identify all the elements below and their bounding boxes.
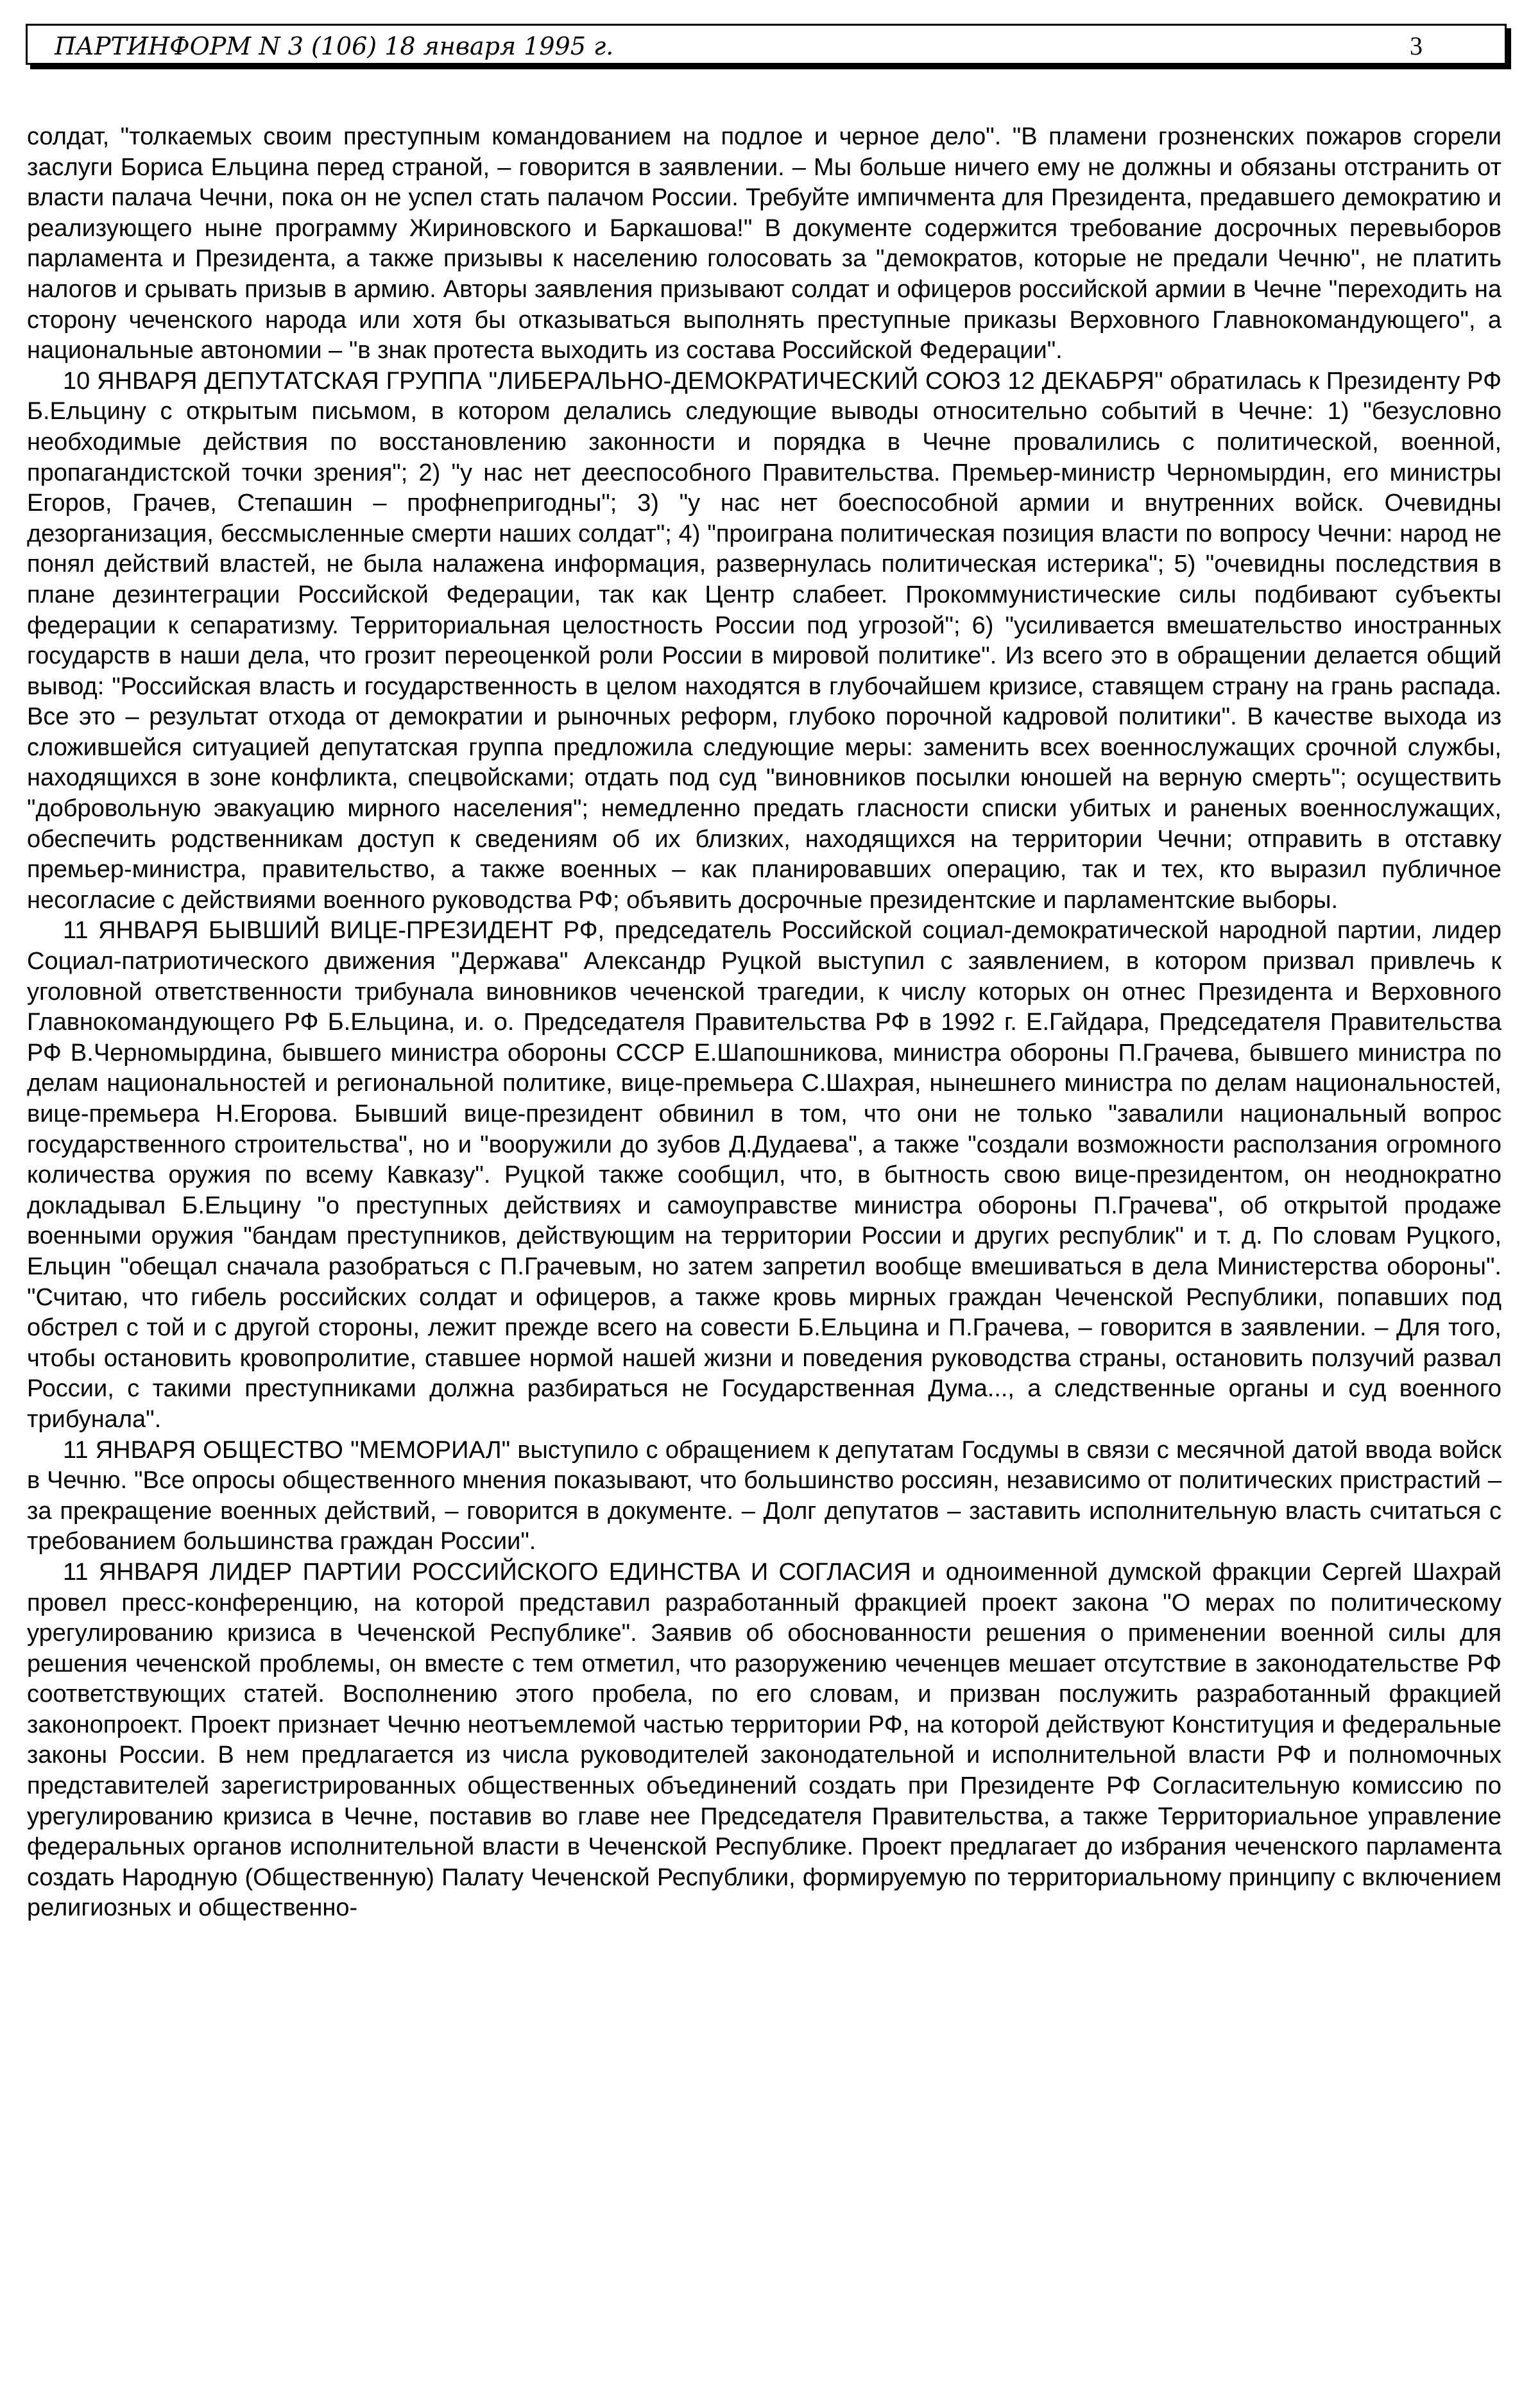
- paragraph-rutskoy-statement: 11 ЯНВАРЯ БЫВШИЙ ВИЦЕ-ПРЕЗИДЕНТ РФ, председатель Российской социал-демократической народной партии, лидер Социал-патриотического движения "Держава" Александр Руцкой выступил с заявлением, в котором призвал привлечь к уголовной ответственности трибунала виновников чеченской трагедии, к числу которых он отнес Президента и Верховного Главнокомандующего РФ Б.Ельцина, и. о. Председателя Правительства РФ в 1992 г. Е.Гайдара, Председателя Правительства РФ В.Черномырдина, бывшего министра обороны СССР Е.Шапошникова, министра обороны П.Грачева, бывшего министра по делам национальностей и региональной политике, вице-премьера С.Шахрая, нынешнего министра по делам национальностей, вице-премьера Н.Егорова. Бывший вице-президент обвинил в том, что они не только "завалили национальный вопрос государственного строительства", но и "вооружили до зубов Д.Дудаева", а также "создали возможности расползания огромного количества оружия по всему Кавказу". Руцкой также сообщил, что, в бытность свою вице-президентом, он неоднократно докладывал Б.Ельцину "о преступных действиях и самоуправстве министра обороны П.Грачева", об открытой продаже военными оружия "бандам преступников, действующим на территории России и других республик" и т. д. По словам Руцкого, Ельцин "обещал сначала разобраться с П.Грачевым, но затем запретил вообще вмешиваться в дела Министерства обороны". "Считаю, что гибель российских солдат и офицеров, а также кровь мирных граждан Чеченской Республики, попавших под обстрел с той и с другой стороны, лежит прежде всего на совести Б.Ельцина и П.Грачева, – говорится в заявлении. – Для того, чтобы остановить кровопролитие, ставшее нормой нашей жизни и поведения руководства страны, остановить ползучий развал России, с такими преступниками должна разбираться не Государственная Дума..., а следственные органы и суд военного трибунала".: [27, 917, 1502, 1433]
- paragraph-liberal-democratic-union: 10 ЯНВАРЯ ДЕПУТАТСКАЯ ГРУППА "ЛИБЕРАЛЬНО-ДЕМОКРАТИЧЕСКИЙ СОЮЗ 12 ДЕКАБРЯ" обратилась к Президенту РФ Б.Ельцину с открытым письмом, в котором делались следующие выводы относительно событий в Чечне: 1) "безусловно необходимые действия по восстановлению законности и порядка в Чечне провалились с политической, военной, пропагандистской точки зрения"; 2) "у нас нет дееспособного Правительства. Премьер-министр Черномырдин, его министры Егоров, Грачев, Степашин – профнепригодны"; 3) "у нас нет боеспособной армии и внутренних войск. Очевидны дезорганизация, бессмысленные смерти наших солдат"; 4) "проиграна политическая позиция власти по вопросу Чечни: народ не понял действий властей, не была налажена информация, развернулась политическая истерика"; 5) "очевидны последствия в плане дезинтеграции Российской Федерации, так как Центр слабеет. Прокоммунистические силы подбивают субъекты федерации к сепаратизму. Территориальная целостность России под угрозой"; 6) "усиливается вмешательство иностранных государств в наши дела, что грозит переоценкой роли России в мировой политике". Из всего это в обращении делается общий вывод: "Российская власть и государственность в целом находятся в глубочайшем кризисе, ставящем страну на грань распада. Все это – результат отхода от демократии и рыночных реформ, глубоко порочной кадровой политики". В качестве выхода из сложившейся ситуацией депутатская группа предложила следующие меры: заменить всех военнослужащих срочной службы, находящихся в зоне конфликта, спецвойсками; отдать под суд "виновников посылки юношей на верную смерть"; осуществить "добровольную эвакуацию мирного населения"; немедленно предать гласности списки убитых и раненых военнослужащих, обеспечить родственникам доступ к сведениям об их близких, находящихся на территории Чечни; отправить в отставку премьер-министра, правительство, а также военных – как планировавших операцию, так и тех, кто выразил публичное несогласие с действиями военного руководства РФ; объявить досрочные президентские и парламентские выборы.: [27, 367, 1502, 914]
- article-body: [27, 122, 1502, 1924]
- page-header: [26, 24, 1507, 65]
- publication-title: ПАРТИНФОРМ N 3 (106) 18 января 1995 г.: [55, 32, 614, 60]
- paragraph-shakhray-press-conference: 11 ЯНВАРЯ ЛИДЕР ПАРТИИ РОССИЙСКОГО ЕДИНСТВА И СОГЛАСИЯ и одноименной думской фракции Сергей Шахрай провел пресс-конференцию, на которой представил разработанный фракцией проект закона "О мерах по политическому урегулированию кризиса в Чеченской Республике". Заявив об обоснованности решения о применении военной силы для решения чеченской проблемы, он вместе с тем отметил, что разоружению чеченцев мешает отсутствие в законодательстве РФ соответствующих статей. Восполнению этого пробела, по его словам, и призван послужить разработанный фракцией законопроект. Проект признает Чечню неотъемлемой частью территории РФ, на которой действуют Конституция и федеральные законы России. В нем предлагается из числа руководителей законодательной и исполнительной власти РФ и полномочных представителей зарегистрированных общественных объединений создать при Президенте РФ Согласительную комиссию по урегулированию кризиса в Чечне, поставив во главе нее Председателя Правительства, а также Территориальное управление федеральных органов исполнительной власти в Чеченской Республике. Проект предлагает до избрания чеченского парламента создать Народную (Общественную) Палату Чеченской Республики, формируемую по территориальному принципу с включением религиозных и общественно-: [27, 1558, 1502, 1922]
- paragraph-continuation: солдат, "толкаемых своим преступным командованием на подлое и черное дело". "В пламени грозненских пожаров сгорели заслуги Бориса Ельцина перед страной, – говорится в заявлении. – Мы больше ничего ему не должны и обязаны отстранить от власти палача Чечни, пока он не успел стать палачом России. Требуйте импичмента для Президента, предавшего демократию и реализующего ныне программу Жириновского и Баркашова!" В документе содержится требование досрочных перевыборов парламента и Президента, а также призывы к населению голосовать за "демократов, которые не предали Чечню", не платить налогов и срывать призыв в армию. Авторы заявления призывают солдат и офицеров российской армии в Чечне "переходить на сторону чеченского народа или хотя бы отказываться выполнять преступные приказы Верховного Главнокомандующего", а национальные автономии – "в знак протеста выходить из состава Российской Федерации".: [27, 123, 1502, 364]
- page-number: 3: [1410, 31, 1423, 60]
- paragraph-memorial-appeal: 11 ЯНВАРЯ ОБЩЕСТВО "МЕМОРИАЛ" выступило с обращением к депутатам Госдумы в связи с месячной датой ввода войск в Чечню. "Все опросы общественного мнения показывают, что большинство россиян, независимо от политических пристрастий – за прекращение военных действий, – говорится в документе. – Долг депутатов – заставить исполнительную власть считаться с требованием большинства граждан России".: [27, 1436, 1502, 1555]
